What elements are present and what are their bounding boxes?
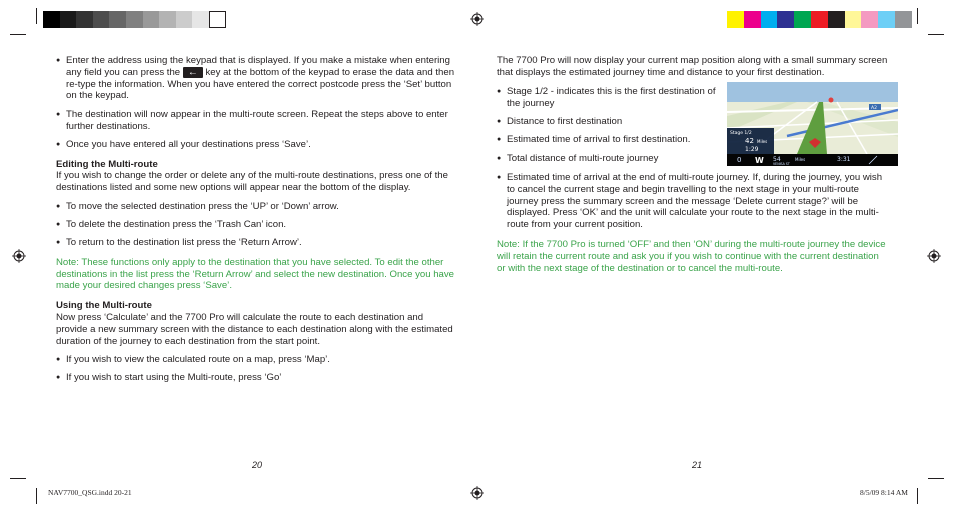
map-marker-label: A2 — [871, 106, 877, 111]
paragraph-editing: If you wish to change the order or delete any of the multi-route destinations, press one of the destinations listed and some new options will appear near the bottom of the display. — [56, 170, 448, 194]
color-swatch — [126, 11, 143, 28]
note-edit-functions: Note: These functions only apply to the destination that you have selected. To edit the other destinations in the list press the ‘Return Arrow’ and select the new destination. Once you have made your desired changes press ‘Save’. — [56, 256, 455, 292]
bullet-destination-appears: ● The destination will now appear in the multi-route screen. Repeat the steps above to enter further destinations. — [56, 109, 456, 133]
color-swatch — [43, 11, 60, 28]
eta-value: 1:29 — [745, 146, 759, 153]
navigation-screenshot — [727, 82, 898, 166]
bullet-eta-end: ● Estimated time of arrival at the end of multi-route journey. If, during the journey, you wish to cancel the current stage and begin travelling to the next stage in your multi-route journey press the summary screen and the message ‘Delete current stage?’ will be displayed. Press ‘OK’ and the unit will calculate your route to the next stage in the multi-route from your current position. — [497, 172, 889, 231]
bullet-distance: ● Distance to first destination — [497, 116, 719, 128]
note-power-cycle: Note: If the 7700 Pro is turned ‘OFF’ and then ‘ON’ during the multi-route journey the device will retain the current route and ask you if you wish to continue with the current destination or with the next stage of the destination or to cancel the multi-route. — [497, 238, 886, 274]
color-swatch — [811, 11, 828, 28]
paragraph-summary-screen: The 7700 Pro will now display your current map position along with a small summary screen that displays the estimated journey time and distance to your first destination. — [497, 55, 888, 78]
distance-value: 42 — [745, 137, 754, 145]
color-swatch — [845, 11, 862, 28]
right-page-column — [497, 55, 889, 79]
crop-mark — [917, 8, 918, 24]
right-bullets-narrow — [497, 86, 719, 164]
color-swatch — [794, 11, 811, 28]
color-swatch — [727, 11, 744, 28]
date-slug: 8/5/09 8:14 AM — [860, 488, 908, 497]
color-swatch — [878, 11, 895, 28]
color-swatch — [209, 11, 226, 28]
bullet-view-map: ● If you wish to view the calculated route on a map, press ‘Map’. — [56, 354, 456, 366]
color-swatch — [76, 11, 93, 28]
road-name: VENISA ST — [773, 162, 790, 166]
bullet-move-destination: ● To move the selected destination press the ‘UP’ or ‘Down’ arrow. — [56, 201, 456, 213]
total-distance-value: 54 — [773, 156, 781, 163]
bullet-stage: ● Stage 1/2 - indicates this is the first destination of the journey — [497, 86, 719, 110]
crop-mark — [928, 478, 944, 479]
bullet-total-distance: ● Total distance of multi-route journey — [497, 153, 719, 165]
color-swatch — [109, 11, 126, 28]
distance-unit: Miles — [757, 139, 768, 144]
bullet-delete-destination: ● To delete the destination press the ‘Trash Can’ icon. — [56, 219, 456, 231]
color-swatch — [777, 11, 794, 28]
page-number-left: 20 — [252, 460, 263, 470]
bullet-enter-address: ● Enter the address using the keypad that is displayed. If you make a mistake when entering any field you can press the ← key at the bottom of the keypad to erase the data and then re-type the information. When you have entered the correct postcode press the ‘Set’ button on the keypad. — [56, 55, 456, 102]
crop-mark — [10, 34, 26, 35]
compass-icon: W — [755, 156, 764, 165]
right-bullets-wide — [497, 172, 889, 274]
file-slug: NAV7700_QSG.indd 20-21 — [48, 488, 132, 497]
heading-using-multi-route: Using the Multi-route — [56, 300, 152, 312]
color-swatch — [176, 11, 193, 28]
paragraph-using: Now press ‘Calculate’ and the 7700 Pro will calculate the route to each destination and provide a new summary screen with the distance to each destination along with the estimated duration of the journey to each destination from the start point. — [56, 312, 453, 347]
color-swatch — [93, 11, 110, 28]
crop-mark — [10, 478, 26, 479]
left-page-column — [56, 55, 456, 384]
color-swatch — [60, 11, 77, 28]
crop-mark — [36, 488, 37, 504]
bullet-press-save: ● Once you have entered all your destinations press ‘Save’. — [56, 139, 456, 151]
color-swatch — [192, 11, 209, 28]
crop-mark — [36, 8, 37, 24]
color-swatch — [828, 11, 845, 28]
registration-mark-icon — [12, 249, 26, 263]
page-number-right: 21 — [692, 460, 703, 470]
eta-end-value: 3:31 — [837, 156, 851, 163]
bullet-return-list: ● To return to the destination list press the ‘Return Arrow’. — [56, 237, 456, 249]
registration-mark-icon — [470, 486, 484, 500]
registration-mark-icon — [927, 249, 941, 263]
backspace-key-icon: ← — [183, 67, 203, 78]
bullet-eta-first: ● Estimated time of arrival to first destination. — [497, 134, 719, 146]
left-readout: 0 — [737, 156, 742, 164]
color-swatch — [744, 11, 761, 28]
color-swatch — [761, 11, 778, 28]
stage-indicator: Stage 1/2 — [730, 131, 752, 136]
bullet-start-go: ● If you wish to start using the Multi-route, press ‘Go’ — [56, 372, 456, 384]
registration-mark-icon — [470, 12, 484, 26]
color-swatch — [895, 11, 912, 28]
crop-mark — [928, 34, 944, 35]
color-swatch — [159, 11, 176, 28]
heading-editing-multi-route: Editing the Multi-route — [56, 158, 158, 170]
map-view — [727, 82, 898, 166]
crop-mark — [917, 488, 918, 504]
color-swatch — [861, 11, 878, 28]
total-distance-unit: Miles — [795, 157, 806, 162]
color-swatch — [143, 11, 160, 28]
